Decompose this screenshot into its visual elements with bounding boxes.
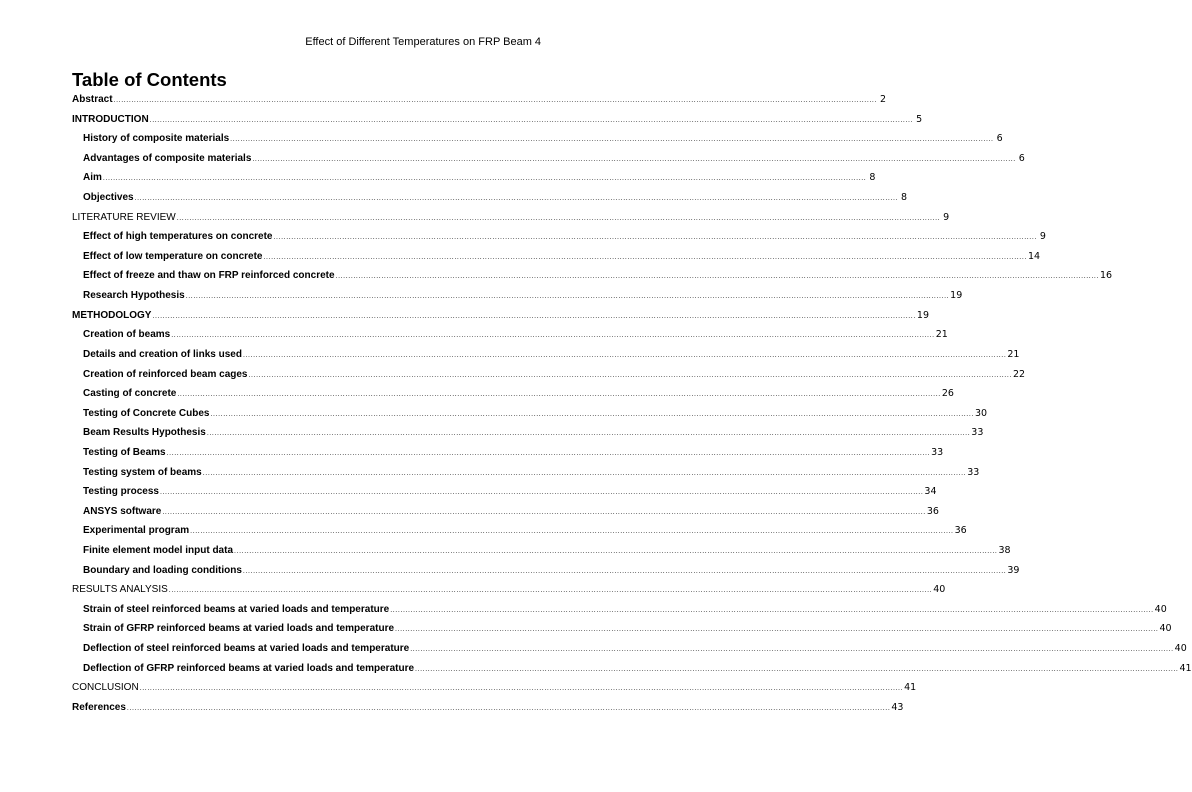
toc-entry-leader: ............................................................................................................................................................................................................................................................................................................ [177, 391, 941, 399]
toc-entry-label: Beam Results Hypothesis [83, 427, 206, 439]
toc-entry-page: 33 [931, 446, 944, 458]
toc-entry[interactable] [72, 381, 954, 401]
toc-entry-page: 5 [916, 113, 923, 125]
toc-entry[interactable] [72, 420, 984, 440]
toc-entry-leader: ............................................................................................................................................................................................................................................................................................................ [263, 253, 1027, 261]
toc-entry-label: Aim [83, 172, 102, 184]
toc-entry[interactable] [72, 655, 1192, 675]
toc-entry-page: 8 [901, 192, 908, 204]
toc-entry-leader: ............................................................................................................................................................................................................................................................................................................ [210, 410, 974, 418]
toc-entry-page: 6 [996, 133, 1003, 145]
toc-entry-label: Advantages of composite materials [83, 152, 252, 164]
running-header [305, 36, 541, 48]
toc-entry-leader: ............................................................................................................................................................................................................................................................................................................ [202, 469, 967, 477]
toc-entry-label: ANSYS software [83, 505, 162, 517]
toc-entry-page: 16 [1100, 270, 1113, 282]
toc-entry-label: Details and creation of links used [83, 348, 242, 360]
toc-entry-page: 36 [926, 505, 939, 517]
header-page-number: 4 [534, 36, 541, 48]
toc-entry[interactable] [72, 126, 1003, 146]
toc-entry[interactable] [72, 204, 950, 224]
toc-entry-label: Deflection of steel reinforced beams at varied loads and temperature [83, 643, 410, 655]
header-title: Effect of Different Temperatures on FRP Beam [305, 36, 532, 48]
toc-entry-leader: ............................................................................................................................................................................................................................................................................................................ [185, 293, 950, 301]
toc-entry-leader: ............................................................................................................................................................................................................................................................................................................ [248, 371, 1012, 379]
toc-entry-page: 40 [1159, 623, 1172, 635]
toc-entry-page: 41 [1179, 662, 1192, 674]
toc-entry-leader: ............................................................................................................................................................................................................................................................................................................ [206, 430, 971, 438]
toc-entry-label: References [72, 701, 126, 713]
toc-entry-page: 40 [1154, 603, 1167, 615]
toc-entry-page: 33 [971, 427, 984, 439]
toc-entry-label: Effect of low temperature on concrete [83, 250, 263, 262]
toc-entry-leader: ............................................................................................................................................................................................................................................................................................................ [190, 528, 954, 536]
toc-entry-page: 34 [924, 486, 937, 498]
toc-entry[interactable] [72, 537, 1011, 557]
toc-entry-page: 26 [941, 388, 954, 400]
toc-entry[interactable] [72, 498, 939, 518]
toc-entry-leader: ............................................................................................................................................................................................................................................................................................................ [162, 508, 926, 516]
toc-entry[interactable] [72, 341, 1020, 361]
toc-entry[interactable] [72, 459, 980, 479]
toc-entry-label: Finite element model input data [83, 545, 234, 557]
toc-entry-leader: ............................................................................................................................................................................................................................................................................................................ [242, 351, 1007, 359]
toc-entry-page: 21 [1007, 348, 1020, 360]
toc-entry-label: Creation of beams [83, 329, 171, 341]
toc-entry-label: Strain of steel reinforced beams at varied loads and temperature [83, 603, 390, 615]
toc-entry[interactable] [72, 479, 937, 499]
toc-entry-leader: ............................................................................................................................................................................................................................................................................................................ [152, 312, 916, 320]
toc-entry-leader: ............................................................................................................................................................................................................................................................................................................ [242, 567, 1007, 575]
toc-entry-label: METHODOLOGY [72, 309, 152, 321]
toc-entry[interactable] [72, 224, 1046, 244]
toc-entry-label: Research Hypothesis [83, 290, 185, 302]
toc-entry-leader: ............................................................................................................................................................................................................................................................................................................ [390, 606, 1154, 614]
toc-entry-leader: ............................................................................................................................................................................................................................................................................................................ [176, 214, 941, 222]
toc-entry[interactable] [72, 596, 1167, 616]
toc-entry-leader: ............................................................................................................................................................................................................................................................................................................ [126, 704, 891, 712]
toc-entry[interactable] [72, 145, 1025, 165]
toc-entry[interactable] [72, 400, 988, 420]
toc-entry[interactable] [72, 439, 944, 459]
toc-entry-leader: ............................................................................................................................................................................................................................................................................................................ [273, 234, 1037, 242]
toc-entry-leader: ............................................................................................................................................................................................................................................................................................................ [410, 646, 1174, 654]
toc-heading: Table of Contents [72, 69, 227, 90]
toc-entry-page: 41 [904, 682, 917, 694]
toc-entry[interactable] [72, 184, 908, 204]
toc-entry-leader: ............................................................................................................................................................................................................................................................................................................ [252, 155, 1016, 163]
toc-entry-page: 39 [1007, 564, 1020, 576]
toc-entry-label: Objectives [83, 192, 134, 204]
toc-entry-page: 19 [950, 290, 963, 302]
toc-entry-leader: ............................................................................................................................................................................................................................................................................................................ [171, 332, 935, 340]
toc-entry-leader: ............................................................................................................................................................................................................................................................................................................ [395, 626, 1159, 634]
toc-entry[interactable] [72, 675, 917, 695]
toc-entry-leader: ............................................................................................................................................................................................................................................................................................................ [230, 136, 994, 144]
toc-entry-leader: ............................................................................................................................................................................................................................................................................................................ [168, 587, 933, 595]
toc-entry-page: 33 [967, 466, 980, 478]
toc-entry-page: 40 [933, 584, 946, 596]
toc-entry-leader: ............................................................................................................................................................................................................................................................................................................ [139, 685, 904, 693]
toc-entry[interactable] [72, 282, 963, 302]
toc-entry-label: Effect of high temperatures on concrete [83, 231, 273, 243]
toc-entry-page: 19 [916, 309, 929, 321]
toc-entry-page: 9 [1039, 231, 1046, 243]
toc-entry-label: INTRODUCTION [72, 113, 149, 125]
toc-entry[interactable] [72, 165, 876, 185]
toc-entry-leader: ............................................................................................................................................................................................................................................................................................................ [234, 548, 998, 556]
toc-entry-page: 2 [879, 94, 887, 105]
toc-entry-page: 40 [1174, 643, 1187, 655]
toc-entry-label: Experimental program [83, 525, 190, 537]
toc-entry-leader: ............................................................................................................................................................................................................................................................................................................ [149, 116, 914, 124]
toc-entry-leader: ............................................................................................................................................................................................................................................................................................................ [102, 175, 867, 183]
toc-entry-page: 21 [935, 329, 948, 341]
toc-entry-leader: ............................................................................................................................................................................................................................................................................................................ [134, 195, 899, 203]
toc-entry-label: Deflection of GFRP reinforced beams at varied loads and temperature [83, 662, 415, 674]
toc-entry[interactable] [72, 518, 967, 538]
toc-entry[interactable] [72, 557, 1020, 577]
toc-entry-label: CONCLUSION [72, 682, 139, 694]
toc-entry-label: RESULTS ANALYSIS [72, 584, 168, 596]
toc-entry-label: Boundary and loading conditions [83, 564, 242, 576]
toc-entry-label: History of composite materials [83, 133, 230, 145]
toc-entry-label: Testing of Beams [83, 446, 166, 458]
toc-entry-page: 38 [998, 545, 1011, 557]
toc-entry-page: 22 [1012, 368, 1026, 380]
toc-entry[interactable] [72, 322, 948, 342]
toc-entry[interactable] [72, 106, 923, 126]
toc-entry[interactable] [72, 361, 1026, 381]
toc-entry[interactable] [72, 577, 946, 597]
toc-entry[interactable] [72, 243, 1041, 263]
toc-entry-page: 43 [891, 701, 904, 713]
toc-entry-leader: ............................................................................................................................................................................................................................................................................................................ [159, 489, 924, 497]
toc-entry-page: 9 [943, 211, 950, 223]
toc-entry[interactable] [72, 92, 887, 106]
toc-entry[interactable] [72, 694, 904, 714]
toc-entry-label: Strain of GFRP reinforced beams at varied loads and temperature [83, 623, 395, 635]
toc-entry-page: 6 [1018, 152, 1025, 164]
toc-entry-label: Effect of freeze and thaw on FRP reinforced concrete [83, 270, 335, 282]
toc-entry-label: Testing process [83, 486, 159, 498]
toc-entry-page: 8 [869, 172, 876, 184]
toc-entry[interactable] [72, 263, 1113, 283]
toc-entry-label: Casting of concrete [83, 388, 177, 400]
toc-entry[interactable] [72, 302, 929, 322]
toc-entry-leader: ............................................................................................................................................................................................................................................................................................................ [166, 449, 931, 457]
toc-entry-label: Testing of Concrete Cubes [83, 407, 210, 419]
toc-entry-label: Abstract [72, 94, 113, 105]
toc-entry-label: Creation of reinforced beam cages [83, 368, 248, 380]
toc-entry-page: 14 [1027, 250, 1041, 262]
toc-entry[interactable] [72, 616, 1172, 636]
toc-entry-leader: ............................................................................................................................................................................................................................................................................................................ [335, 273, 1099, 281]
toc-entry-leader: ............................................................................................................................................................................................................................................................................................................ [113, 97, 878, 104]
toc-entry-label: Testing system of beams [83, 466, 202, 478]
toc-entry[interactable] [72, 635, 1187, 655]
toc-entry-label: LITERATURE REVIEW [72, 211, 176, 223]
toc-entry-page: 36 [954, 525, 967, 537]
toc-list [72, 92, 1192, 714]
toc-entry-leader: ............................................................................................................................................................................................................................................................................................................ [415, 665, 1179, 673]
toc-entry-page: 30 [974, 407, 988, 419]
